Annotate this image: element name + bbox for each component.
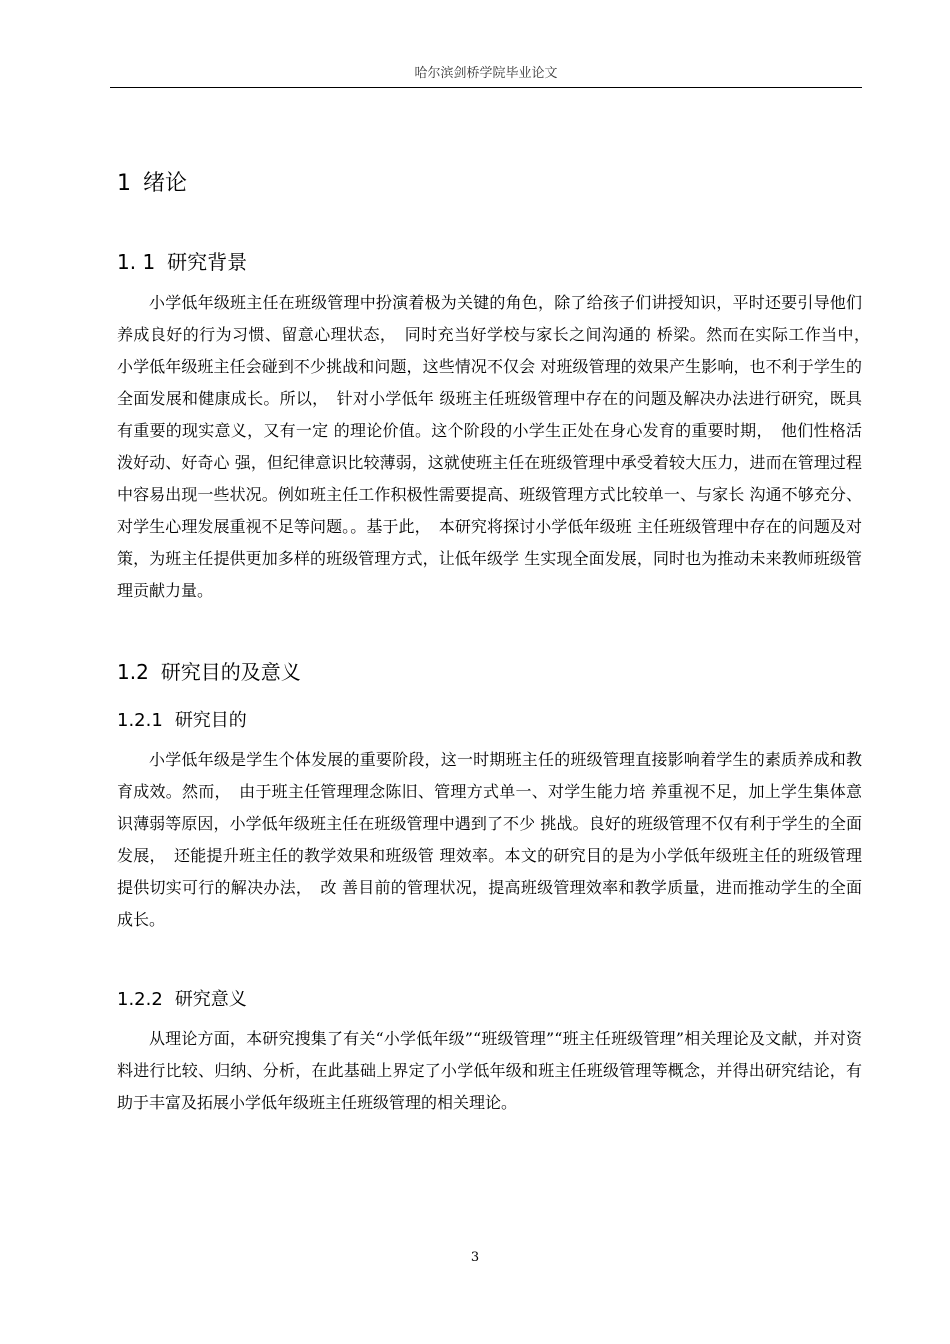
section-number: 1. 1 [117, 250, 156, 274]
section-heading-background [117, 246, 247, 275]
section-title: 研究目的及意义 [160, 660, 301, 684]
subsection-heading-significance [117, 985, 247, 1011]
header-divider [110, 87, 862, 88]
running-header: 哈尔滨剑桥学院毕业论文 [414, 66, 558, 81]
paragraph-significance: 从理论方面，本研究搜集了有关“小学低年级”“班级管理”“班主任班级管理”相关理论及文献，并对资料进行比较、归纳、分析，在此基础上界定了小学低年级和班主任班级管理等概念，并得出研究结论，有助于丰富及拓展小学低年级班主任班级管理的相关理论。 [117, 1029, 862, 1112]
chapter-number: 1 [117, 171, 131, 196]
subsection-number: 1.2.2 [117, 989, 163, 1010]
subsection-title: 研究目的 [174, 710, 247, 731]
subsection-number: 1.2.1 [117, 710, 163, 731]
page-number: 3 [470, 1250, 480, 1265]
paragraph-purpose: 小学低年级是学生个体发展的重要阶段，这一时期班主任的班级管理直接影响着学生的素质养成和教育成效。然而， 由于班主任管理理念陈旧、管理方式单一、对学生能力培 养重视不足，加上学生集体意识薄弱等原因，小学低年级班主任在班级管理中遇到了不少 挑战。良好的班级管理不仅有利于学生的全面发展， 还能提升班主任的教学效果和班级管 理效率。本文的研究目的是为小学低年级班主任的班级管理提供切实可行的解决办法， 改 善目前的管理状况，提高班级管理效率和教学质量，进而推动学生的全面成长。 [117, 750, 862, 929]
section-number: 1.2 [117, 660, 149, 684]
chapter-heading [117, 166, 187, 197]
chapter-title: 绪论 [143, 171, 188, 196]
subsection-title: 研究意义 [174, 989, 247, 1010]
subsection-heading-purpose [117, 706, 247, 732]
paragraph-background: 小学低年级班主任在班级管理中扮演着极为关键的角色，除了给孩子们讲授知识，平时还要引导他们养成良好的行为习惯、留意心理状态， 同时充当好学校与家长之间沟通的 桥梁。然而在实际工作当中， 小学低年级班主任会碰到不少挑战和问题，这些情况不仅会 对班级管理的效果产生影响，也不利于学生的全面发展和健康成长。所以， 针对小学低年 级班主任班级管理中存在的问题及解决办法进行研究，既具有重要的现实意义，又有一定 的理论价值。这个阶段的小学生正处在身心发育的重要时期， 他们性格活泼好动、好奇心 强，但纪律意识比较薄弱，这就使班主任在班级管理中承受着较大压力，进而在管理过程 中容易出现一些状况。例如班主任工作积极性需要提高、班级管理方式比较单一、与家长 沟通不够充分、对学生心理发展重视不足等问题。。基于此， 本研究将探讨小学低年级班 主任班级管理中存在的问题及对策，为班主任提供更加多样的班级管理方式，让低年级学 生实现全面发展，同时也为推动未来教师班级管理贡献力量。 [117, 293, 879, 600]
section-title: 研究背景 [167, 250, 248, 274]
section-heading-purpose-significance [117, 656, 301, 685]
